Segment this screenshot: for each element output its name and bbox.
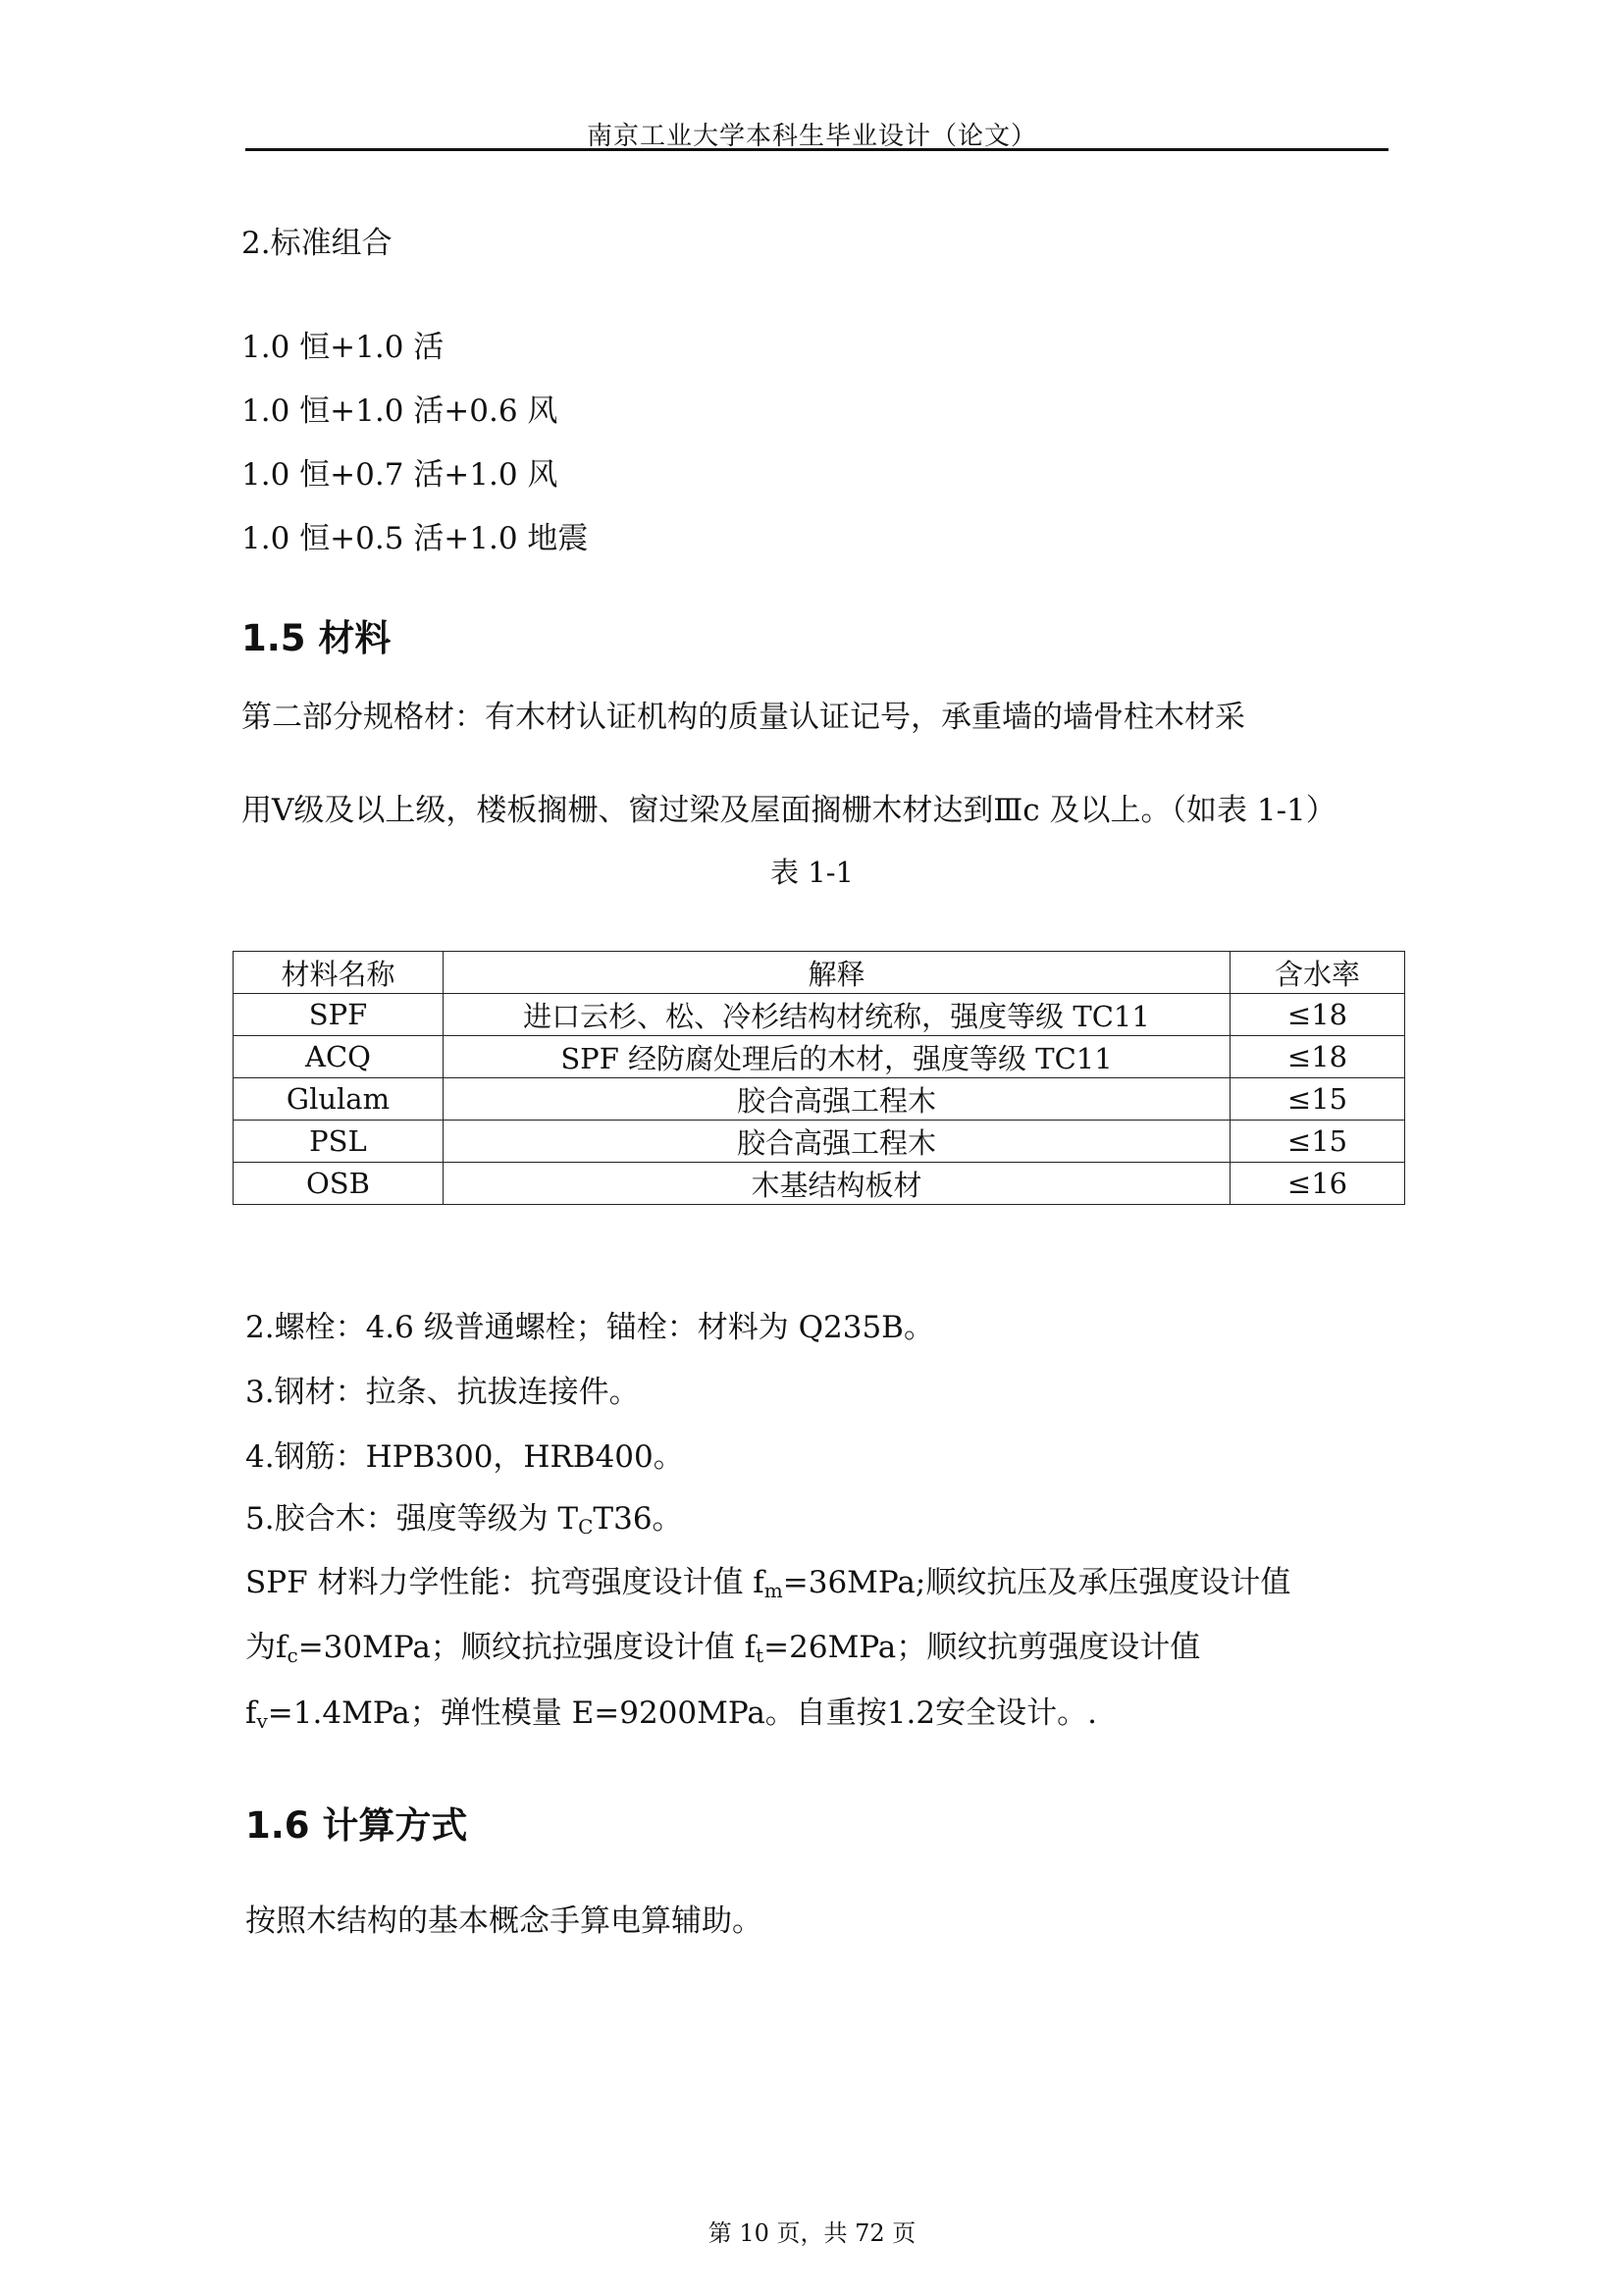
material-moisture-cell: ≤18 (1231, 1036, 1405, 1078)
item-glulam-sub: C (578, 1515, 594, 1539)
page-footer: 第 10 页，共 72 页 (707, 2219, 917, 2247)
spf-text: =30MPa；顺纹抗拉强度设计值 f (297, 1630, 757, 1665)
spf-text: 为f (245, 1630, 288, 1665)
material-name-cell: OSB (234, 1163, 444, 1205)
spf-text: =36MPa;顺纹抗压及承压强度设计值 (782, 1565, 1291, 1600)
page-header-title: 南京工业大学本科生毕业设计（论文） (586, 122, 1037, 151)
spf-sub: c (287, 1643, 298, 1667)
table-header-row (234, 952, 1405, 994)
spf-sub: t (756, 1643, 764, 1667)
table-row (234, 1163, 1405, 1205)
calculation-text: 按照木结构的基本概念手算电算辅助。 (245, 1904, 762, 1939)
material-moisture-cell: ≤15 (1231, 1078, 1405, 1121)
material-name-cell: ACQ (234, 1036, 444, 1078)
table-row (234, 1036, 1405, 1078)
item-glulam-prefix: 5.胶合木：强度等级为 T (245, 1501, 579, 1537)
material-name-cell: Glulam (234, 1078, 444, 1121)
table-caption: 表 1-1 (770, 856, 854, 889)
table-header-description: 解释 (444, 952, 1231, 994)
table-row (234, 994, 1405, 1036)
section-heading-calculation: 1.6 计算方式 (245, 1804, 468, 1847)
table-header-moisture: 含水率 (1231, 952, 1405, 994)
table-row (234, 1078, 1405, 1121)
material-desc-cell: SPF 经防腐处理后的木材，强度等级 TC11 (444, 1036, 1231, 1078)
spf-properties-line-3 (245, 1688, 1097, 1733)
spf-text: =26MPa；顺纹抗剪强度设计值 (763, 1630, 1201, 1665)
load-combination-title: 2.标准组合 (241, 226, 393, 261)
item-glulam-suffix: T36。 (593, 1501, 683, 1537)
material-moisture-cell: ≤16 (1231, 1163, 1405, 1205)
table-row (234, 1121, 1405, 1163)
table-header-name: 材料名称 (234, 952, 444, 994)
spf-properties-line-1 (245, 1557, 1290, 1602)
material-moisture-cell: ≤18 (1231, 994, 1405, 1036)
item-bolts: 2.螺栓：4.6 级普通螺栓；锚栓：材料为 Q235B。 (245, 1310, 934, 1345)
load-combo-1: 1.0 恒+1.0 活 (241, 330, 445, 365)
load-combo-2: 1.0 恒+1.0 活+0.6 风 (241, 393, 558, 429)
material-desc-cell: 胶合高强工程木 (444, 1121, 1231, 1163)
material-name-cell: PSL (234, 1121, 444, 1163)
spf-properties-line-2 (245, 1622, 1200, 1667)
material-name-cell: SPF (234, 994, 444, 1036)
spf-sub: m (763, 1579, 783, 1602)
material-desc-cell: 胶合高强工程木 (444, 1078, 1231, 1121)
section-heading-materials: 1.5 材料 (241, 617, 392, 659)
materials-intro-line-2: 用Ⅴ级及以上级，楼板搁栅、窗过梁及屋面搁栅木材达到Ⅲc 及以上。（如表 1-1） (241, 793, 1336, 828)
spf-sub: v (256, 1709, 268, 1733)
header-rule (245, 148, 1388, 151)
item-steel: 3.钢材：拉条、抗拔连接件。 (245, 1375, 640, 1410)
load-combo-3: 1.0 恒+0.7 活+1.0 风 (241, 457, 558, 493)
item-glulam (245, 1493, 683, 1539)
material-desc-cell: 进口云杉、松、冷杉结构材统称，强度等级 TC11 (444, 994, 1231, 1036)
spf-text: f (245, 1695, 257, 1731)
spf-text: =1.4MPa；弹性模量 E=9200MPa。自重按1.2安全设计。. (267, 1695, 1097, 1731)
spf-text: SPF 材料力学性能：抗弯强度设计值 f (245, 1565, 764, 1600)
item-rebar: 4.钢筋：HPB300，HRB400。 (245, 1439, 684, 1475)
materials-intro-line-1: 第二部分规格材：有木材认证机构的质量认证记号，承重墙的墙骨柱木材采 (241, 700, 1245, 735)
material-desc-cell: 木基结构板材 (444, 1163, 1231, 1205)
materials-table (233, 951, 1405, 1205)
load-combo-4: 1.0 恒+0.5 活+1.0 地震 (241, 521, 589, 556)
material-moisture-cell: ≤15 (1231, 1121, 1405, 1163)
